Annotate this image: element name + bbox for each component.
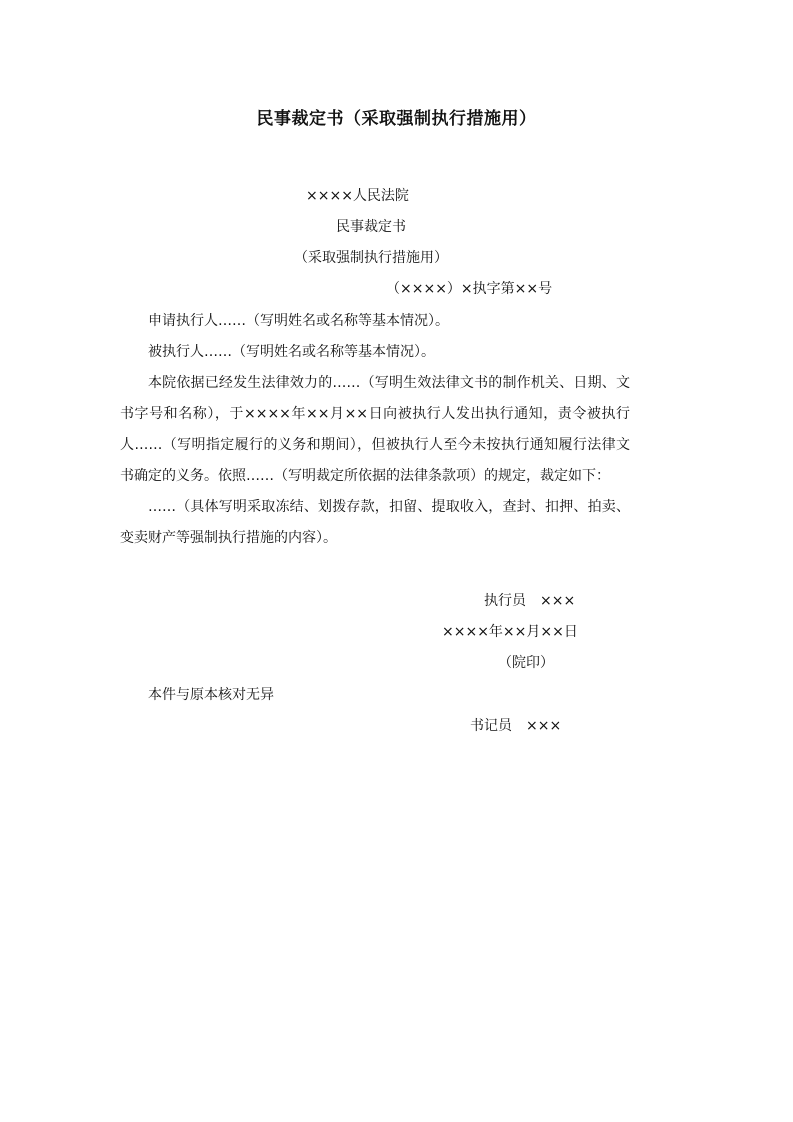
clerk-signature: 书记员 ××× bbox=[470, 718, 562, 734]
verify-note: 本件与原本核对无异 bbox=[148, 687, 274, 703]
signature-date: ××××年××月××日 bbox=[442, 624, 578, 640]
court-seal: （院印） bbox=[498, 655, 554, 671]
court-name: ××××人民法院 bbox=[306, 188, 409, 204]
applicant-line: 申请执行人……（写明姓名或名称等基本情况）。 bbox=[148, 313, 449, 329]
doc-type: 民事裁定书 bbox=[336, 219, 406, 235]
respondent-line: 被执行人……（写明姓名或名称等基本情况）。 bbox=[148, 344, 435, 360]
doc-subtitle: （采取强制执行措施用） bbox=[294, 250, 448, 266]
body-paragraph-2: ……（具体写明采取冻结、划拨存款，扣留、提取收入，查封、扣押、拍卖、变卖财产等强制执行措施的内容）。 bbox=[120, 499, 630, 546]
executor-signature: 执行员 ××× bbox=[484, 593, 576, 609]
document-title: 民事裁定书（采取强制执行措施用） bbox=[256, 109, 537, 129]
case-number: （××××）×执字第××号 bbox=[386, 281, 553, 297]
body-paragraph-1: 本院依据已经发生法律效力的……（写明生效法律文书的制作机关、日期、文书字号和名称），于××××年××月××日向被执行人发出执行通知，责令被执行人……（写明指定履行的义务和期间），但被执行人至今未按执行通知履行法律文书确定的义务。依照……（写明裁定所依据的法律条款项）的规定，裁定如下： bbox=[120, 375, 630, 484]
